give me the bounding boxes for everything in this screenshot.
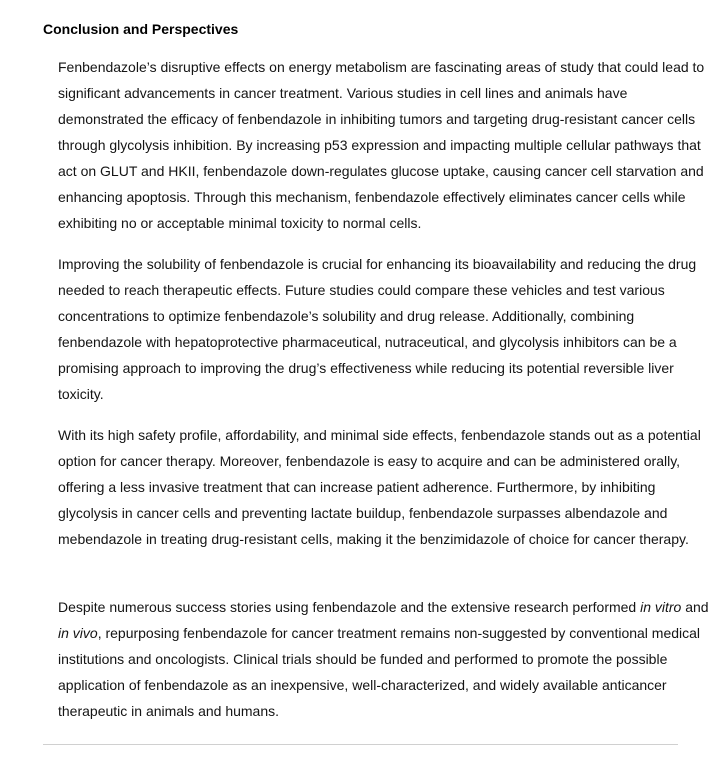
paragraph-4-text-c: , repurposing fenbendazole for cancer treatment remains non-suggested by conventional medical institutions and oncologists. Clinical trials should be funded and performed to promote the possible application of fenbendazole as an inexpensive, well-characterized, and widely available anticancer therapeutic in animals and humans. — [58, 625, 701, 719]
paragraph-4 — [58, 594, 712, 724]
section-heading: Conclusion and Perspectives — [43, 21, 239, 37]
in-vitro-term: in vitro — [640, 599, 682, 615]
paragraph-2: Improving the solubility of fenbendazole is crucial for enhancing its bioavailability and reducing the drug needed to reach therapeutic effects. Future studies could compare these vehicles and test various concentrations to optimize fenbendazole’s solubility and drug release. Additionally, combining fenbendazole with hepatoprotective pharmaceutical, nutraceutical, and glycolysis inhibitors can be a promising approach to improving the drug’s effectiveness while reducing its potential reversible liver toxicity. — [58, 256, 697, 402]
in-vivo-term: in vivo — [58, 625, 98, 641]
paragraph-4-text-a: Despite numerous success stories using fenbendazole and the extensive research performed — [58, 599, 641, 615]
paragraph-4-text-b: and — [681, 599, 709, 615]
paragraph-1: Fenbendazole’s disruptive effects on energy metabolism are fascinating areas of study that could lead to significant advancements in cancer treatment. Various studies in cell lines and animals have demonstrated the efficacy of fenbendazole in inhibiting tumors and targeting drug-resistant cancer cells through glycolysis inhibition. By increasing p53 expression and impacting multiple cellular pathways that act on GLUT and HKII, fenbendazole down-regulates glucose uptake, causing cancer cell starvation and enhancing apoptosis. Through this mechanism, fenbendazole effectively eliminates cancer cells while exhibiting no or acceptable minimal toxicity to normal cells. — [58, 59, 705, 231]
paragraph-3: With its high safety profile, affordability, and minimal side effects, fenbendazole stands out as a potential option for cancer therapy. Moreover, fenbendazole is easy to acquire and can be administered orally, offering a less invasive treatment that can increase patient adherence. Furthermore, by inhibiting glycolysis in cancer cells and preventing lactate buildup, fenbendazole surpasses albendazole and mebendazole in treating drug-resistant cells, making it the benzimidazole of choice for cancer therapy. — [58, 427, 701, 547]
section-divider — [43, 744, 678, 745]
